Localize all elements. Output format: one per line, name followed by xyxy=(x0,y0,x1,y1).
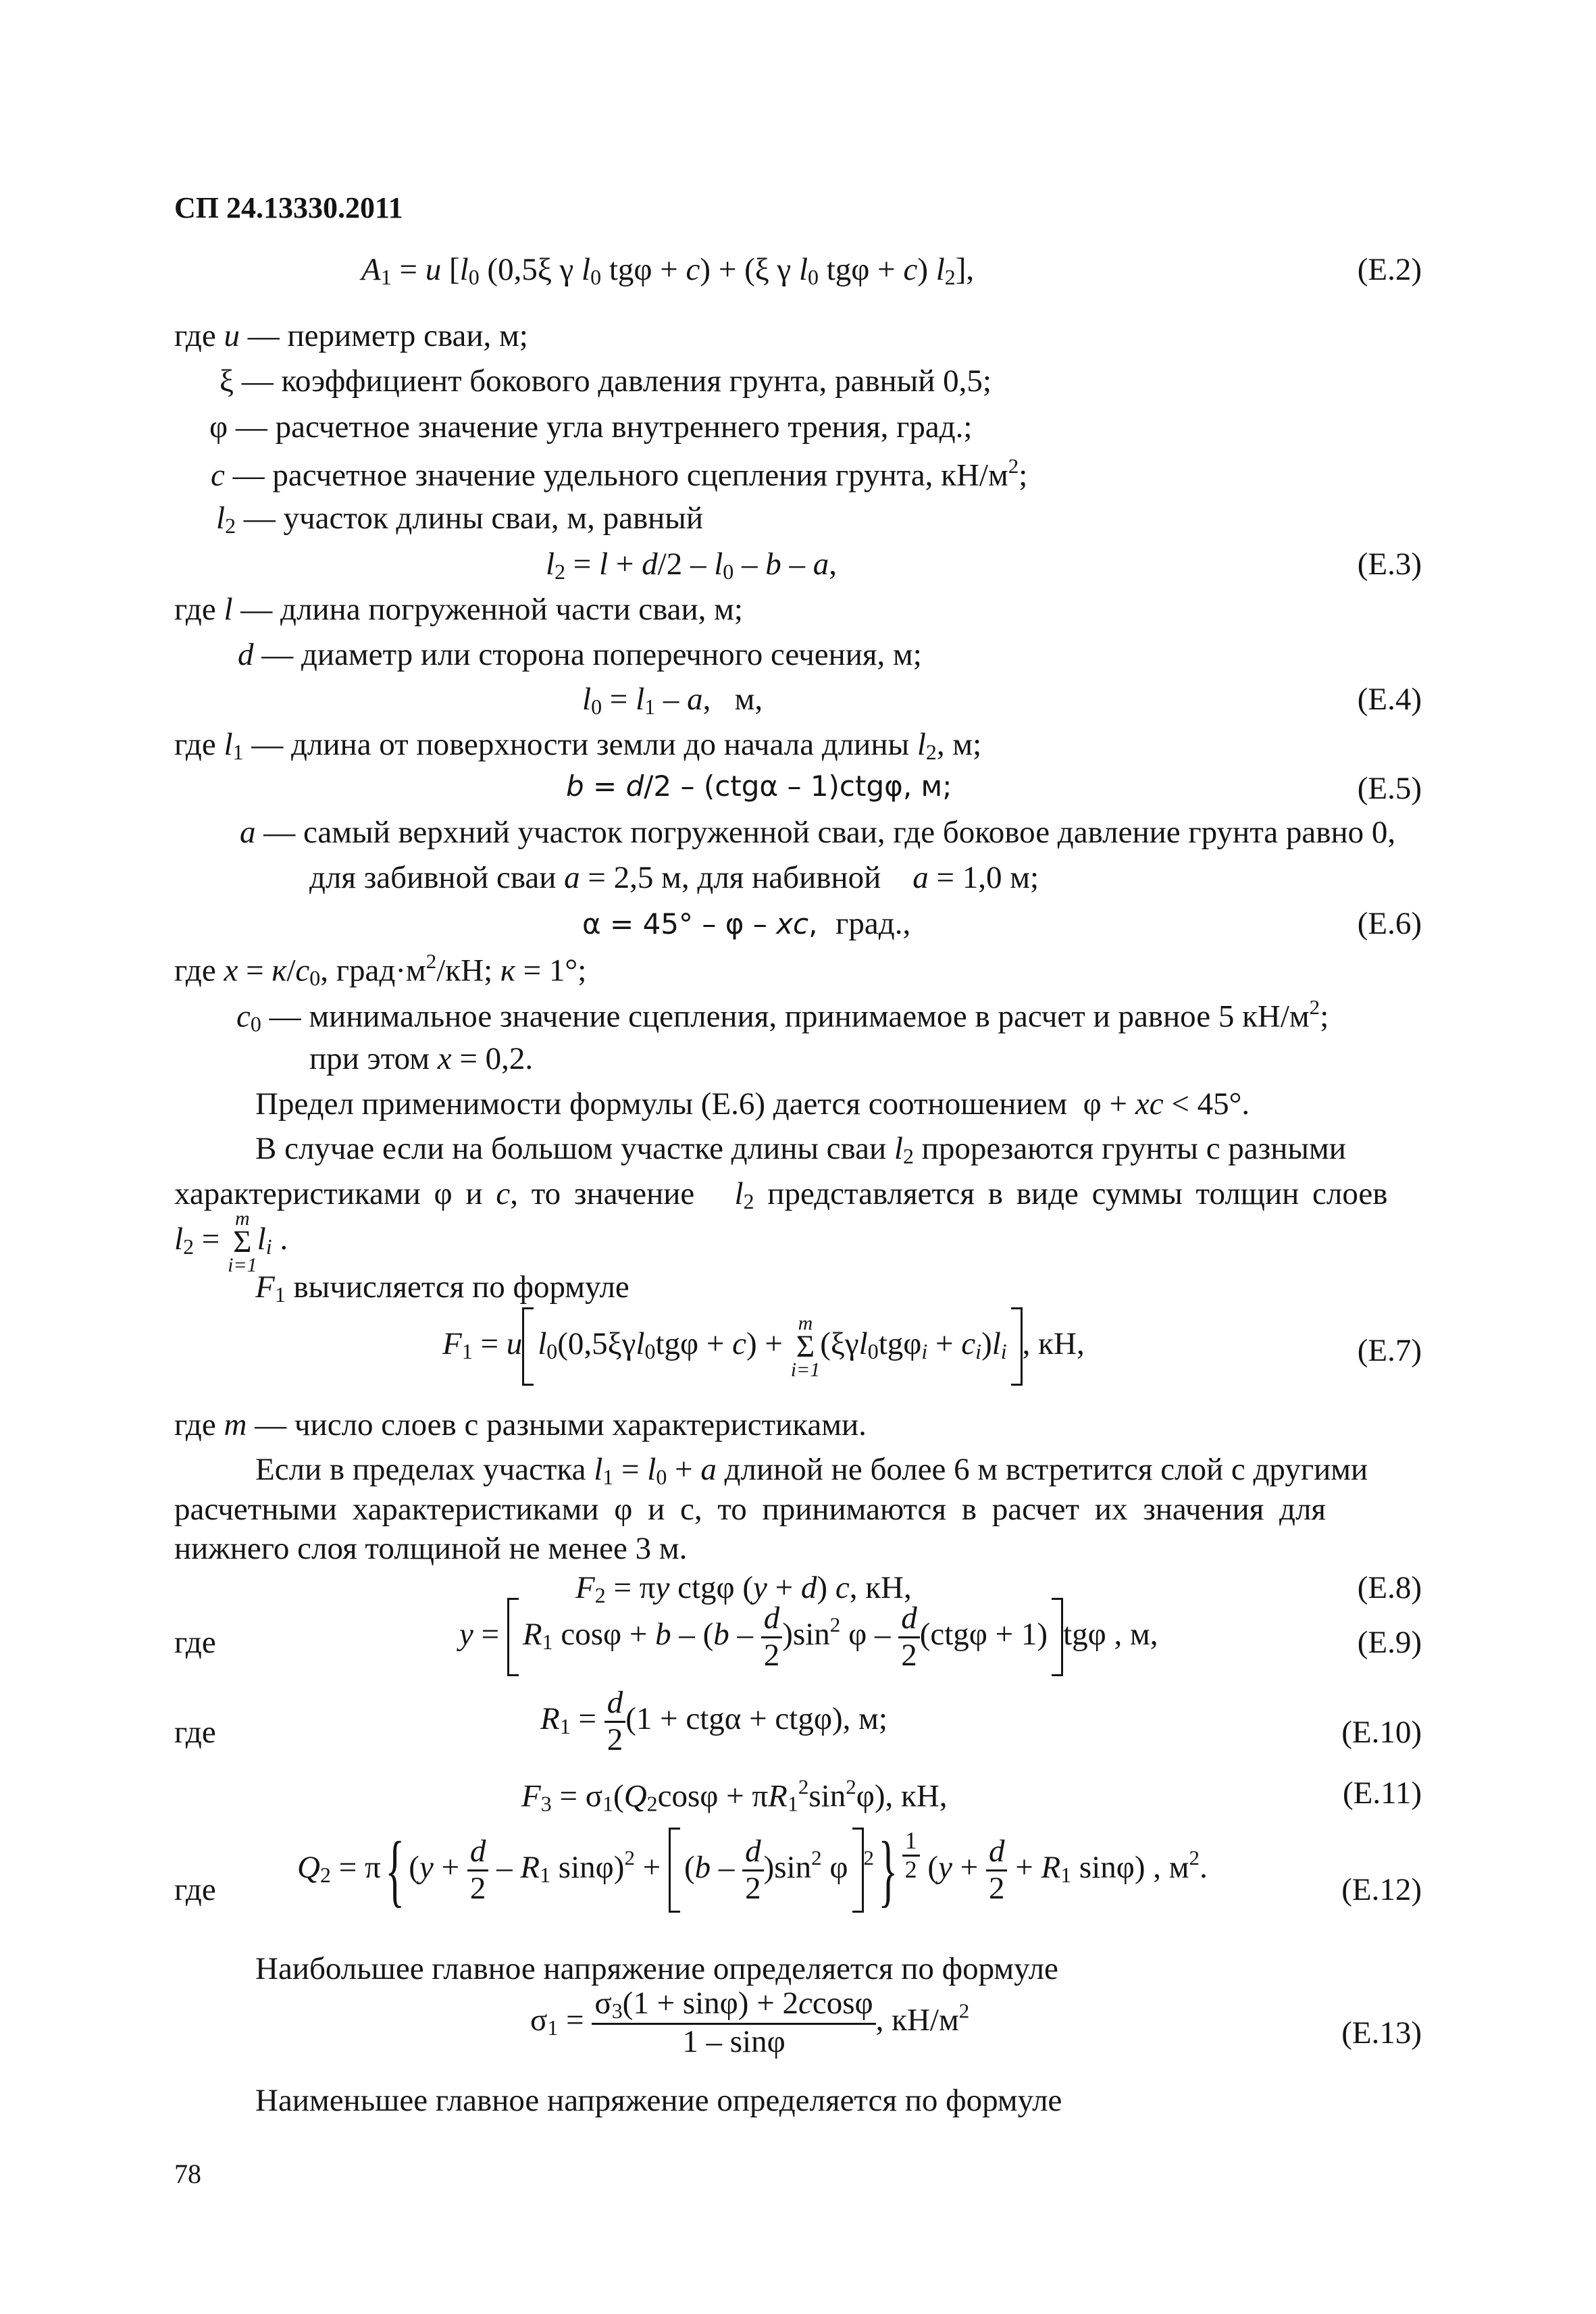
equation-label-e9: (Е.9) xyxy=(1357,1625,1422,1660)
label-gde-e12: где xyxy=(174,1872,216,1907)
def-l1: где $l_1$ — длина от поверхности земли до начала длины $l_2$, м; xyxy=(174,727,982,765)
para-layer-rule-line1: Если в пределах участка $l_1 = l_0 + a$ длиной не более 6 м встретится слой с другими xyxy=(255,1452,1368,1490)
para-layer-rule-line3: нижнего слоя толщиной не менее 3 м. xyxy=(174,1531,688,1566)
def-u: где u — периметр сваи, м; xyxy=(174,318,528,353)
equation-e5: b = d/2 – (ctgα – 1)ctgφ, м; xyxy=(566,770,952,803)
def-x: где $x = к/c_0$, $град\cdot м^2/кН$; к = 1°; xyxy=(174,949,587,990)
label-gde-e9: где xyxy=(174,1625,216,1660)
equation-e12: $Q_2 = \pi${ (y + $\frac{d}{2}$ – $R_1$ sinφ)$^2$ + (b – $\frac{d}{2}$ )$\sin^2$ φ $^2$} $\frac{1}{2}$ (y + $\frac{d}{2}$ + $R_1$ sinφ) , $м^2$. xyxy=(297,1825,1208,1915)
equation-label-e4: (Е.4) xyxy=(1357,682,1422,717)
para-sigma3-intro: Наименьшее главное напряжение определяется по формуле xyxy=(255,2083,1062,2118)
equation-label-e5: (Е.5) xyxy=(1357,771,1422,806)
equation-e10: $R_1$ = $\frac{d}{2}$ (1 + ctgα + ctgφ), м; xyxy=(540,1685,887,1757)
def-c0-line2: при этом x = 0,2. xyxy=(309,1041,534,1076)
def-c: c — расчетное значение удельного сцепления грунта, $кН/м^2$; xyxy=(211,454,1028,493)
equation-e13: $\sigma_1$ = $\frac{\sigma_3(1 + \sin\varphi) + 2ccos\varphi}{1 - \sin\varphi}$ , $кН/м^2$ xyxy=(530,1986,970,2060)
equation-label-e3: (Е.3) xyxy=(1357,547,1422,582)
page-number: 78 xyxy=(174,2159,201,2189)
equation-label-e7: (Е.7) xyxy=(1357,1333,1422,1368)
para-layers-line2: характеристиками φ и c, то значение $l_2$ представляется в виде суммы толщин слоев xyxy=(174,1176,1388,1214)
equation-label-e2: (Е.2) xyxy=(1357,252,1422,287)
def-phi: φ — расчетное значение угла внутреннего трения, град.; xyxy=(209,409,973,445)
def-m: где m — число слоев с разными характеристиками. xyxy=(174,1407,867,1442)
equation-e4: $l_0 = l_1 - a$, м, xyxy=(582,682,763,720)
equation-e7: $F_1 = u$ $l_0(0,5\xi\gamma l_0tg\varphi + c)$ + m Σ i=1 $(\xi\gamma l_0tg\varphi_i + c_i)l_i$ , кН, xyxy=(442,1307,1085,1386)
para-layer-rule-line2: расчетными характеристиками φ и с, то принимаются в расчет их значения для xyxy=(174,1492,1327,1527)
label-gde-e10: где xyxy=(174,1715,216,1750)
def-c0: $c_0$ — минимальное значение сцепления, принимаемое в расчет и равное 5 $кН/м^2$; xyxy=(236,995,1329,1036)
def-l: где l — длина погруженной части сваи, м; xyxy=(174,592,743,627)
para-layers-line1: В случае если на большом участке длины сваи $l_2$ прорезаются грунты с разными xyxy=(255,1131,1346,1169)
equation-label-e11: (Е.11) xyxy=(1342,1776,1422,1811)
def-d: d — диаметр или сторона поперечного сечения, м; xyxy=(238,637,922,672)
document-code: СП 24.13330.2011 xyxy=(174,191,403,224)
para-f1-intro: $F_1$ вычисляется по формуле xyxy=(255,1269,629,1307)
equation-l2-sum: $l_2$ = m Σ i=1 $l_i$ . xyxy=(174,1207,288,1277)
equation-label-e12: (Е.12) xyxy=(1341,1872,1422,1907)
equation-e9: $y = R_1$ cosφ + b – (b – $\frac{d}{2}$ )$\sin^2$ φ – $\frac{d}{2}$ (ctgφ + 1) tgφ , м, xyxy=(459,1598,1158,1676)
para-applicability: Предел применимости формулы (Е.6) дается соотношением φ + xc < 45°. xyxy=(255,1086,1250,1122)
def-l2: $l_2$ — участок длины сваи, м, равный xyxy=(216,501,704,538)
equation-e6: α = 45° – φ – xc, град., xyxy=(582,906,911,941)
equation-label-e6: (Е.6) xyxy=(1357,906,1422,941)
equation-label-e13: (Е.13) xyxy=(1341,2015,1422,2051)
equation-label-e10: (Е.10) xyxy=(1341,1715,1422,1750)
def-a-line1: a — самый верхний участок погруженной сваи, где боковое давление грунта равно 0, xyxy=(240,815,1396,850)
equation-e2: $A_1 = u$ [$l_0$ (0,5ξ γ $l_0$ tgφ + c) + (ξ γ $l_0$ tgφ + c) $l_2$], xyxy=(361,252,975,290)
def-xi: ξ — коэффициент бокового давления грунта, равный 0,5; xyxy=(220,363,992,399)
para-sigma1-intro: Наибольшее главное напряжение определяется по формуле xyxy=(255,1951,1058,1986)
equation-e3: $l_2 = l + d/2 - l_0 - b - a$, xyxy=(546,547,837,584)
equation-e11: $F_3 = \sigma_1(Q_2\cos\varphi + \pi R_1^2\sin^2\varphi)$, кН, xyxy=(521,1775,948,1816)
equation-e8: $F_2 = \pi y$ ctgφ (y + d) c, кН, xyxy=(575,1570,912,1608)
equation-label-e8: (Е.8) xyxy=(1357,1570,1422,1605)
def-a-line2: для забивной сваи a = 2,5 м, для набивной a = 1,0 м; xyxy=(309,860,1039,895)
